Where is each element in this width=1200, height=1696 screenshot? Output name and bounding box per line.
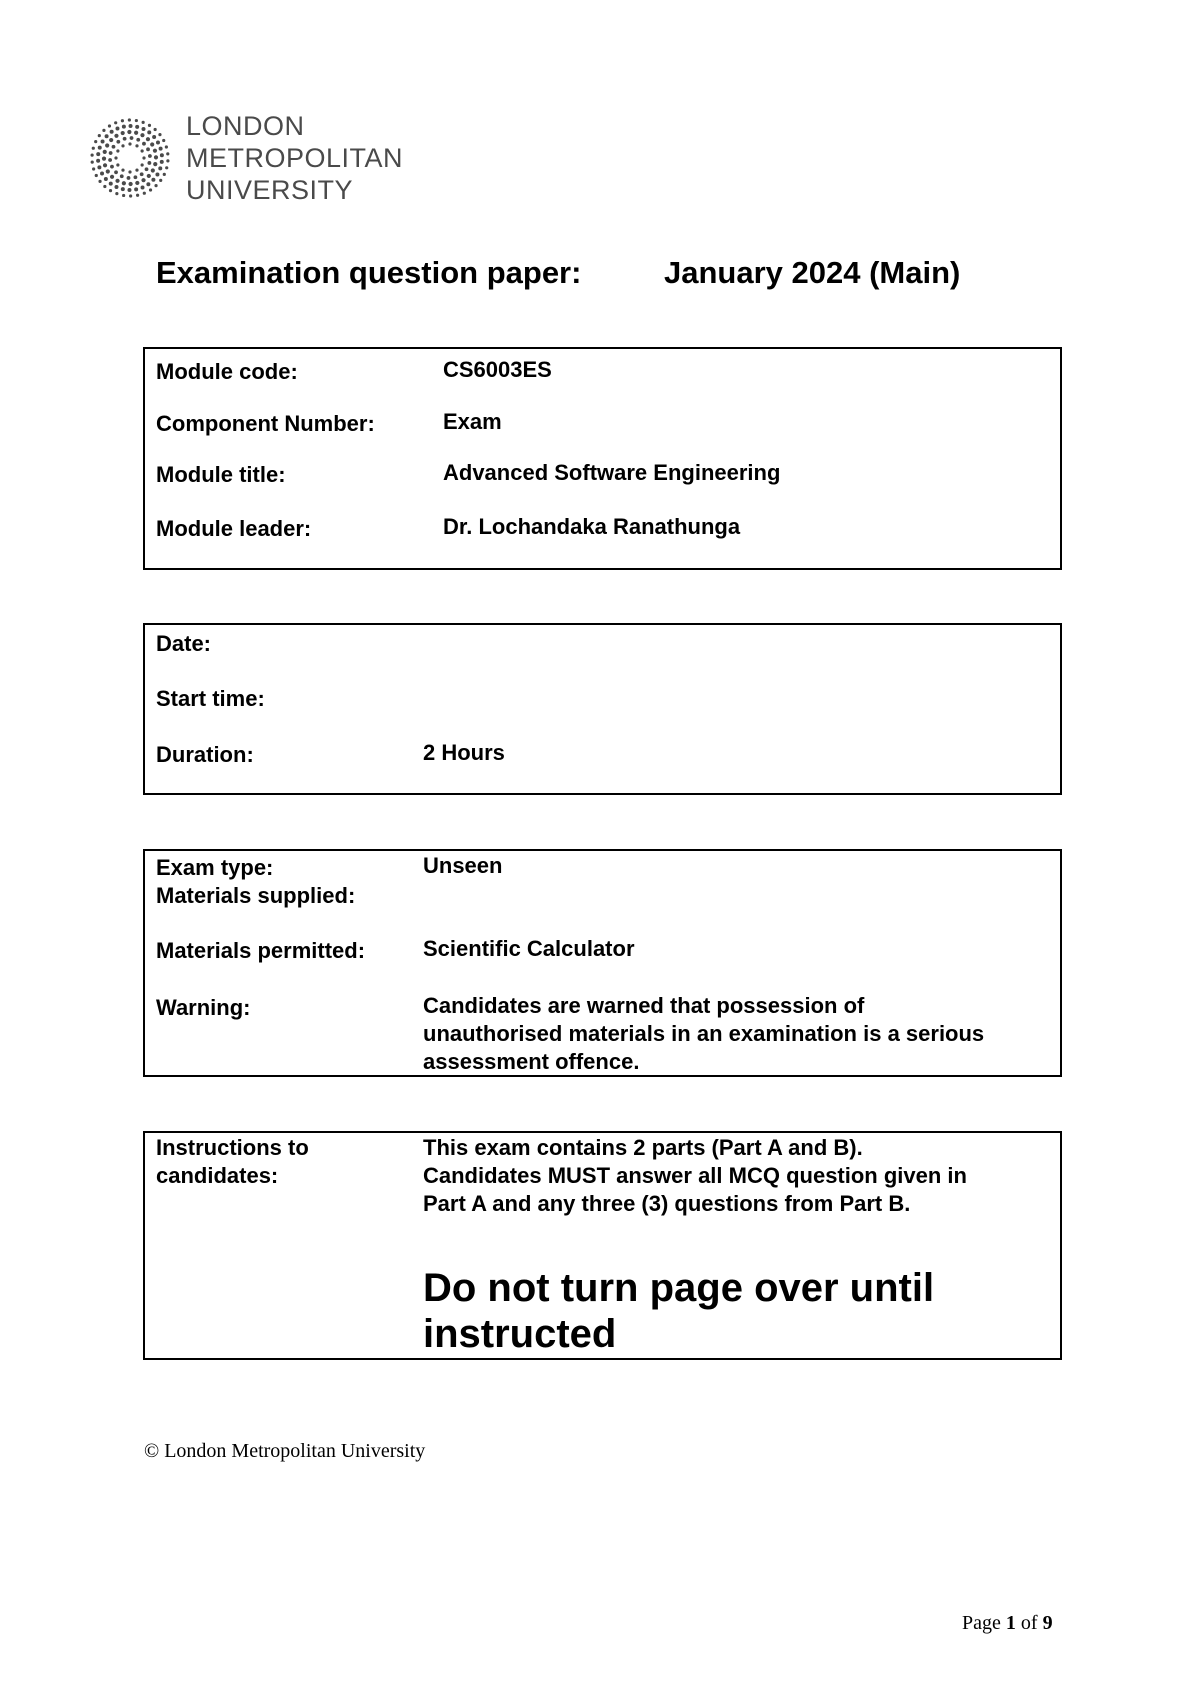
logo-dot: [129, 124, 133, 128]
turn-page-notice-line-2: instructed: [423, 1312, 617, 1356]
logo-dot: [147, 130, 151, 134]
logo-dot: [163, 173, 166, 176]
component-number-label: Component Number:: [156, 411, 375, 436]
logo-line-1: LONDON: [186, 111, 305, 141]
module-code-value: CS6003ES: [443, 357, 552, 382]
logo-dot: [110, 130, 114, 134]
logo-dot: [141, 163, 144, 166]
logo-dot: [104, 177, 108, 181]
logo-dot: [114, 185, 118, 189]
logo-dot: [109, 151, 113, 155]
logo-dot: [146, 137, 150, 141]
logo-dot: [154, 128, 157, 131]
turn-page-notice: [423, 1265, 934, 1357]
logo-dot: [108, 158, 112, 162]
logo-dot: [98, 180, 101, 183]
logo-dot: [114, 121, 117, 124]
page-number: [962, 1612, 1053, 1635]
logo-dot: [97, 165, 101, 169]
logo-dot: [105, 143, 109, 147]
logo-dot: [96, 159, 100, 163]
logo-dot: [140, 172, 144, 176]
title-right: January 2024 (Main): [664, 255, 961, 290]
instructions-label: [156, 1134, 309, 1190]
instructions-label-line-2: candidates:: [156, 1163, 279, 1188]
module-leader-value: Dr. Lochandaka Ranathunga: [443, 514, 741, 539]
logo-dot: [95, 174, 98, 177]
logo-dot: [146, 182, 150, 186]
logo-dot: [127, 176, 131, 180]
logo-dot: [135, 125, 139, 129]
warning-line-1: Candidates are warned that possession of: [423, 993, 865, 1018]
logo-dot: [140, 133, 144, 137]
logo-dot: [150, 142, 154, 146]
logo-dot: [121, 144, 124, 147]
logo-dot: [116, 149, 119, 152]
logo-dot: [156, 140, 160, 144]
logo-dot: [151, 168, 155, 172]
instructions-box: [143, 1131, 1062, 1360]
logo-dot: [159, 147, 163, 151]
logo-line-3: UNIVERSITY: [186, 175, 354, 205]
duration-value: 2 Hours: [423, 740, 505, 765]
logo-dot: [128, 142, 131, 145]
logo-dot: [166, 152, 169, 155]
logo-dot: [115, 192, 118, 195]
logo-dot: [101, 140, 105, 144]
logo-dot: [154, 155, 158, 159]
warning-line-2: unauthorised materials in an examination is a serious: [423, 1021, 985, 1046]
logo-dot: [121, 131, 125, 135]
exam-type-label: Exam type:: [156, 855, 274, 880]
logo-dot: [128, 118, 131, 121]
logo-text: [186, 110, 403, 206]
logo-dot: [142, 142, 146, 146]
module-title-value: Advanced Software Engineering: [443, 460, 781, 485]
logo-dot: [123, 137, 127, 141]
logo-dot: [98, 146, 102, 150]
logo-dot: [91, 161, 94, 164]
logo-dot: [143, 192, 146, 195]
logo-dot: [127, 130, 131, 134]
logo-dot: [160, 160, 164, 164]
date-label: Date:: [156, 631, 212, 656]
instructions-line-1: This exam contains 2 parts (Part A and B).: [423, 1135, 863, 1160]
logo-dot: [142, 121, 145, 124]
logo-dot: [136, 138, 140, 142]
warning-label: Warning:: [156, 995, 251, 1020]
logo-dot: [110, 175, 114, 179]
logo-dot: [134, 175, 138, 179]
logo-line-2: METROPOLITAN: [186, 143, 404, 173]
logo-dot: [141, 185, 145, 189]
materials-supplied-label: Materials supplied:: [156, 883, 356, 908]
exam-type-value: Unseen: [423, 853, 503, 878]
logo-dot: [155, 172, 159, 176]
logo-dot: [141, 149, 144, 152]
logo-dot: [154, 184, 157, 187]
logo-dot: [103, 163, 107, 167]
page-of: of: [1015, 1612, 1043, 1634]
page-prefix: Page: [962, 1612, 1006, 1634]
logo-dot: [152, 135, 156, 139]
warning-text: [423, 992, 984, 1076]
logo-dot: [103, 185, 106, 188]
logo-dot: [92, 147, 95, 150]
logo-dot: [109, 182, 113, 186]
materials-permitted-value: Scientific Calculator: [423, 936, 635, 961]
component-number-value: Exam: [443, 409, 502, 434]
logo-dot: [135, 144, 138, 147]
logo-dot: [121, 119, 124, 122]
logo-dot: [135, 119, 138, 122]
logo-dot: [129, 194, 132, 197]
instructions-text: [423, 1134, 967, 1218]
logo-dot: [142, 127, 146, 131]
turn-page-notice-line-1: Do not turn page over until: [423, 1266, 935, 1310]
logo-dot: [92, 167, 95, 170]
module-info-box: [143, 347, 1062, 570]
logo-dot: [120, 174, 124, 178]
logo-dot: [106, 169, 110, 173]
instructions-line-3: Part A and any three (3) questions from Part B.: [423, 1191, 911, 1216]
logo-dot: [103, 150, 107, 154]
logo-dot: [128, 170, 131, 173]
copyright-notice: © London Metropolitan University: [144, 1440, 426, 1462]
logo-dot: [114, 156, 117, 159]
logo-dot: [153, 149, 157, 153]
materials-permitted-label: Materials permitted:: [156, 938, 366, 963]
logo-dot: [160, 153, 164, 157]
logo-dot: [159, 179, 162, 182]
logo-dot: [142, 156, 145, 159]
logo-dot: [116, 163, 119, 166]
exam-time-box: [143, 623, 1062, 795]
logo-dot: [148, 154, 152, 158]
logo-dot: [115, 179, 119, 183]
logo-dot: [105, 134, 109, 138]
logo-dot: [96, 152, 100, 156]
logo-dot: [158, 133, 161, 136]
logo-dot: [147, 161, 151, 165]
logo-dot: [135, 181, 139, 185]
exam-type-box: [143, 849, 1062, 1077]
logo-dot: [116, 140, 120, 144]
duration-label: Duration:: [156, 742, 254, 767]
logo-dot: [134, 187, 138, 191]
logo-dot: [129, 182, 133, 186]
logo-dot: [136, 194, 139, 197]
logo-dot: [114, 134, 118, 138]
logo-dot: [158, 166, 162, 170]
logo-dot: [134, 131, 138, 135]
logo-dot: [145, 167, 149, 171]
logo-dot: [110, 165, 114, 169]
page-current: 1: [1005, 1612, 1016, 1634]
logo-dot: [165, 145, 168, 148]
module-code-label: Module code:: [156, 359, 298, 384]
logo-dot: [130, 136, 134, 140]
logo-dot: [94, 140, 97, 143]
logo-dot: [114, 170, 118, 174]
university-logo: [88, 110, 403, 206]
start-time-label: Start time:: [156, 686, 265, 711]
logo-dot: [100, 172, 104, 176]
logo-dot: [122, 181, 126, 185]
logo-dot: [148, 124, 151, 127]
logo-dot: [162, 139, 165, 142]
logo-dot: [115, 127, 119, 131]
logo-dot: [122, 125, 126, 129]
logo-dot: [127, 188, 131, 192]
logo-dot: [151, 178, 155, 182]
logo-dot: [166, 159, 169, 162]
logo-dot: [165, 166, 168, 169]
logo-dot: [141, 178, 145, 182]
logo-dot: [109, 138, 113, 142]
module-title-label: Module title:: [156, 462, 286, 487]
page-title: [156, 255, 961, 291]
logo-dot: [91, 154, 94, 157]
logo-dot: [135, 169, 138, 172]
logo-dot: [122, 194, 125, 197]
logo-dot: [121, 187, 125, 191]
logo-dot: [108, 124, 111, 127]
page-total: 9: [1042, 1612, 1053, 1634]
logo-dot: [149, 188, 152, 191]
title-left: Examination question paper:: [156, 255, 582, 290]
logo-dot: [146, 147, 150, 151]
logo-dot: [102, 129, 105, 132]
instructions-label-line-1: Instructions to: [156, 1135, 309, 1160]
logo-dot: [121, 169, 124, 172]
warning-line-3: assessment offence.: [423, 1049, 640, 1074]
logo-dot: [153, 162, 157, 166]
logo-dot: [112, 145, 116, 149]
instructions-line-2: Candidates MUST answer all MCQ question given in: [423, 1163, 967, 1188]
logo-dot: [102, 157, 106, 161]
logo-dot: [147, 174, 151, 178]
logo-dots-icon: [88, 110, 172, 206]
logo-dot: [109, 189, 112, 192]
module-leader-label: Module leader:: [156, 516, 312, 541]
logo-dot: [98, 134, 101, 137]
